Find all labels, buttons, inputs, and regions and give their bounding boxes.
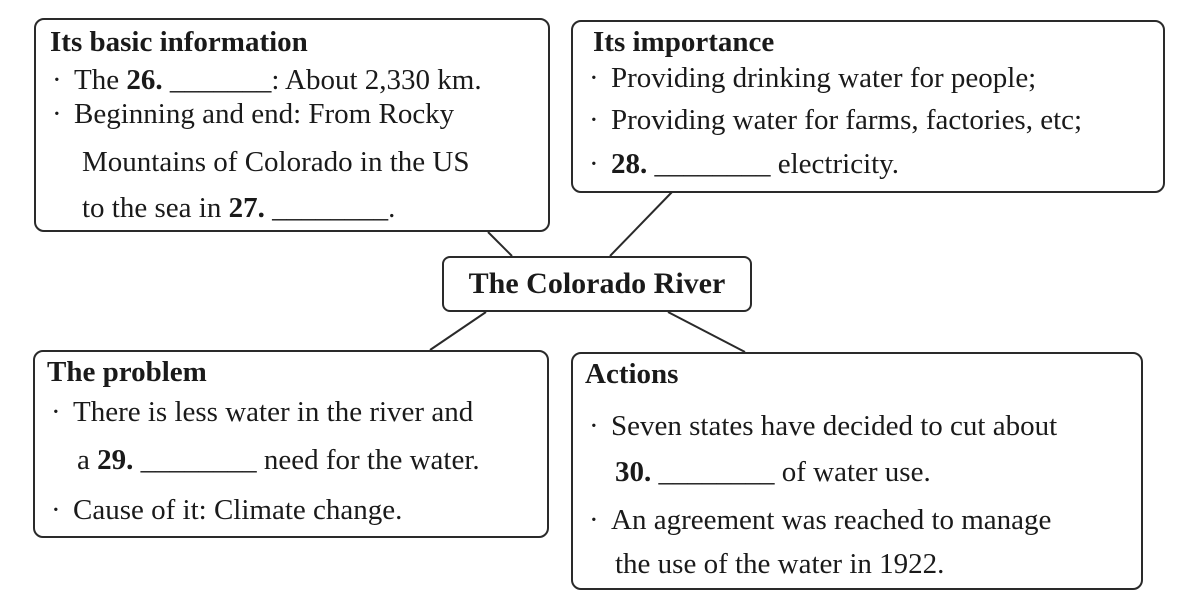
- basic-info-line-3: Mountains of Colorado in the US: [82, 146, 470, 178]
- basic-info-line-2: · Beginning and end: From Rocky: [52, 98, 455, 130]
- importance-line-1: · Providing drinking water for people;: [589, 62, 1037, 94]
- actions-line-4: the use of the water in 1922.: [615, 548, 945, 580]
- connector-actions: [668, 312, 745, 352]
- bullet: ·: [51, 494, 61, 526]
- problem-box: [33, 350, 549, 538]
- connector-importance: [610, 192, 672, 256]
- blank-30-number: 30.: [615, 456, 652, 488]
- bullet: ·: [589, 504, 599, 536]
- actions-line-2: 30. ________ of water use.: [615, 456, 931, 488]
- importance-line-3: · 28. ________ electricity.: [589, 148, 900, 180]
- basic-info-title: Its basic information: [50, 26, 308, 58]
- blank-29-number: 29.: [97, 444, 134, 476]
- bullet: ·: [52, 98, 62, 130]
- connector-basic-info: [488, 232, 512, 256]
- bullet: ·: [52, 64, 62, 96]
- bullet: ·: [589, 148, 599, 180]
- bullet: ·: [589, 104, 599, 136]
- center-title: The Colorado River: [442, 256, 752, 312]
- blank-28-number: 28.: [611, 148, 648, 180]
- connector-problem: [430, 312, 486, 350]
- basic-info-line-1: · The 26. _______: About 2,330 km.: [52, 64, 482, 96]
- bullet: ·: [589, 410, 599, 442]
- problem-title: The problem: [47, 356, 207, 388]
- importance-box: [571, 20, 1165, 193]
- bullet: ·: [51, 396, 61, 428]
- importance-line-2: · Providing water for farms, factories, etc;: [589, 104, 1083, 136]
- actions-line-1: · Seven states have decided to cut about: [589, 410, 1058, 442]
- basic-info-line-4: to the sea in 27. ________.: [82, 192, 396, 224]
- importance-title: Its importance: [593, 26, 775, 58]
- actions-title: Actions: [585, 358, 679, 390]
- bullet: ·: [589, 62, 599, 94]
- basic-info-box: [34, 18, 550, 232]
- blank-26-number: 26.: [126, 64, 163, 96]
- problem-line-2: a 29. ________ need for the water.: [77, 444, 480, 476]
- actions-box: [571, 352, 1143, 590]
- problem-line-3: · Cause of it: Climate change.: [51, 494, 403, 526]
- problem-line-1: · There is less water in the river and: [51, 396, 474, 428]
- actions-line-3: · An agreement was reached to manage: [589, 504, 1052, 536]
- blank-27-number: 27.: [228, 192, 265, 224]
